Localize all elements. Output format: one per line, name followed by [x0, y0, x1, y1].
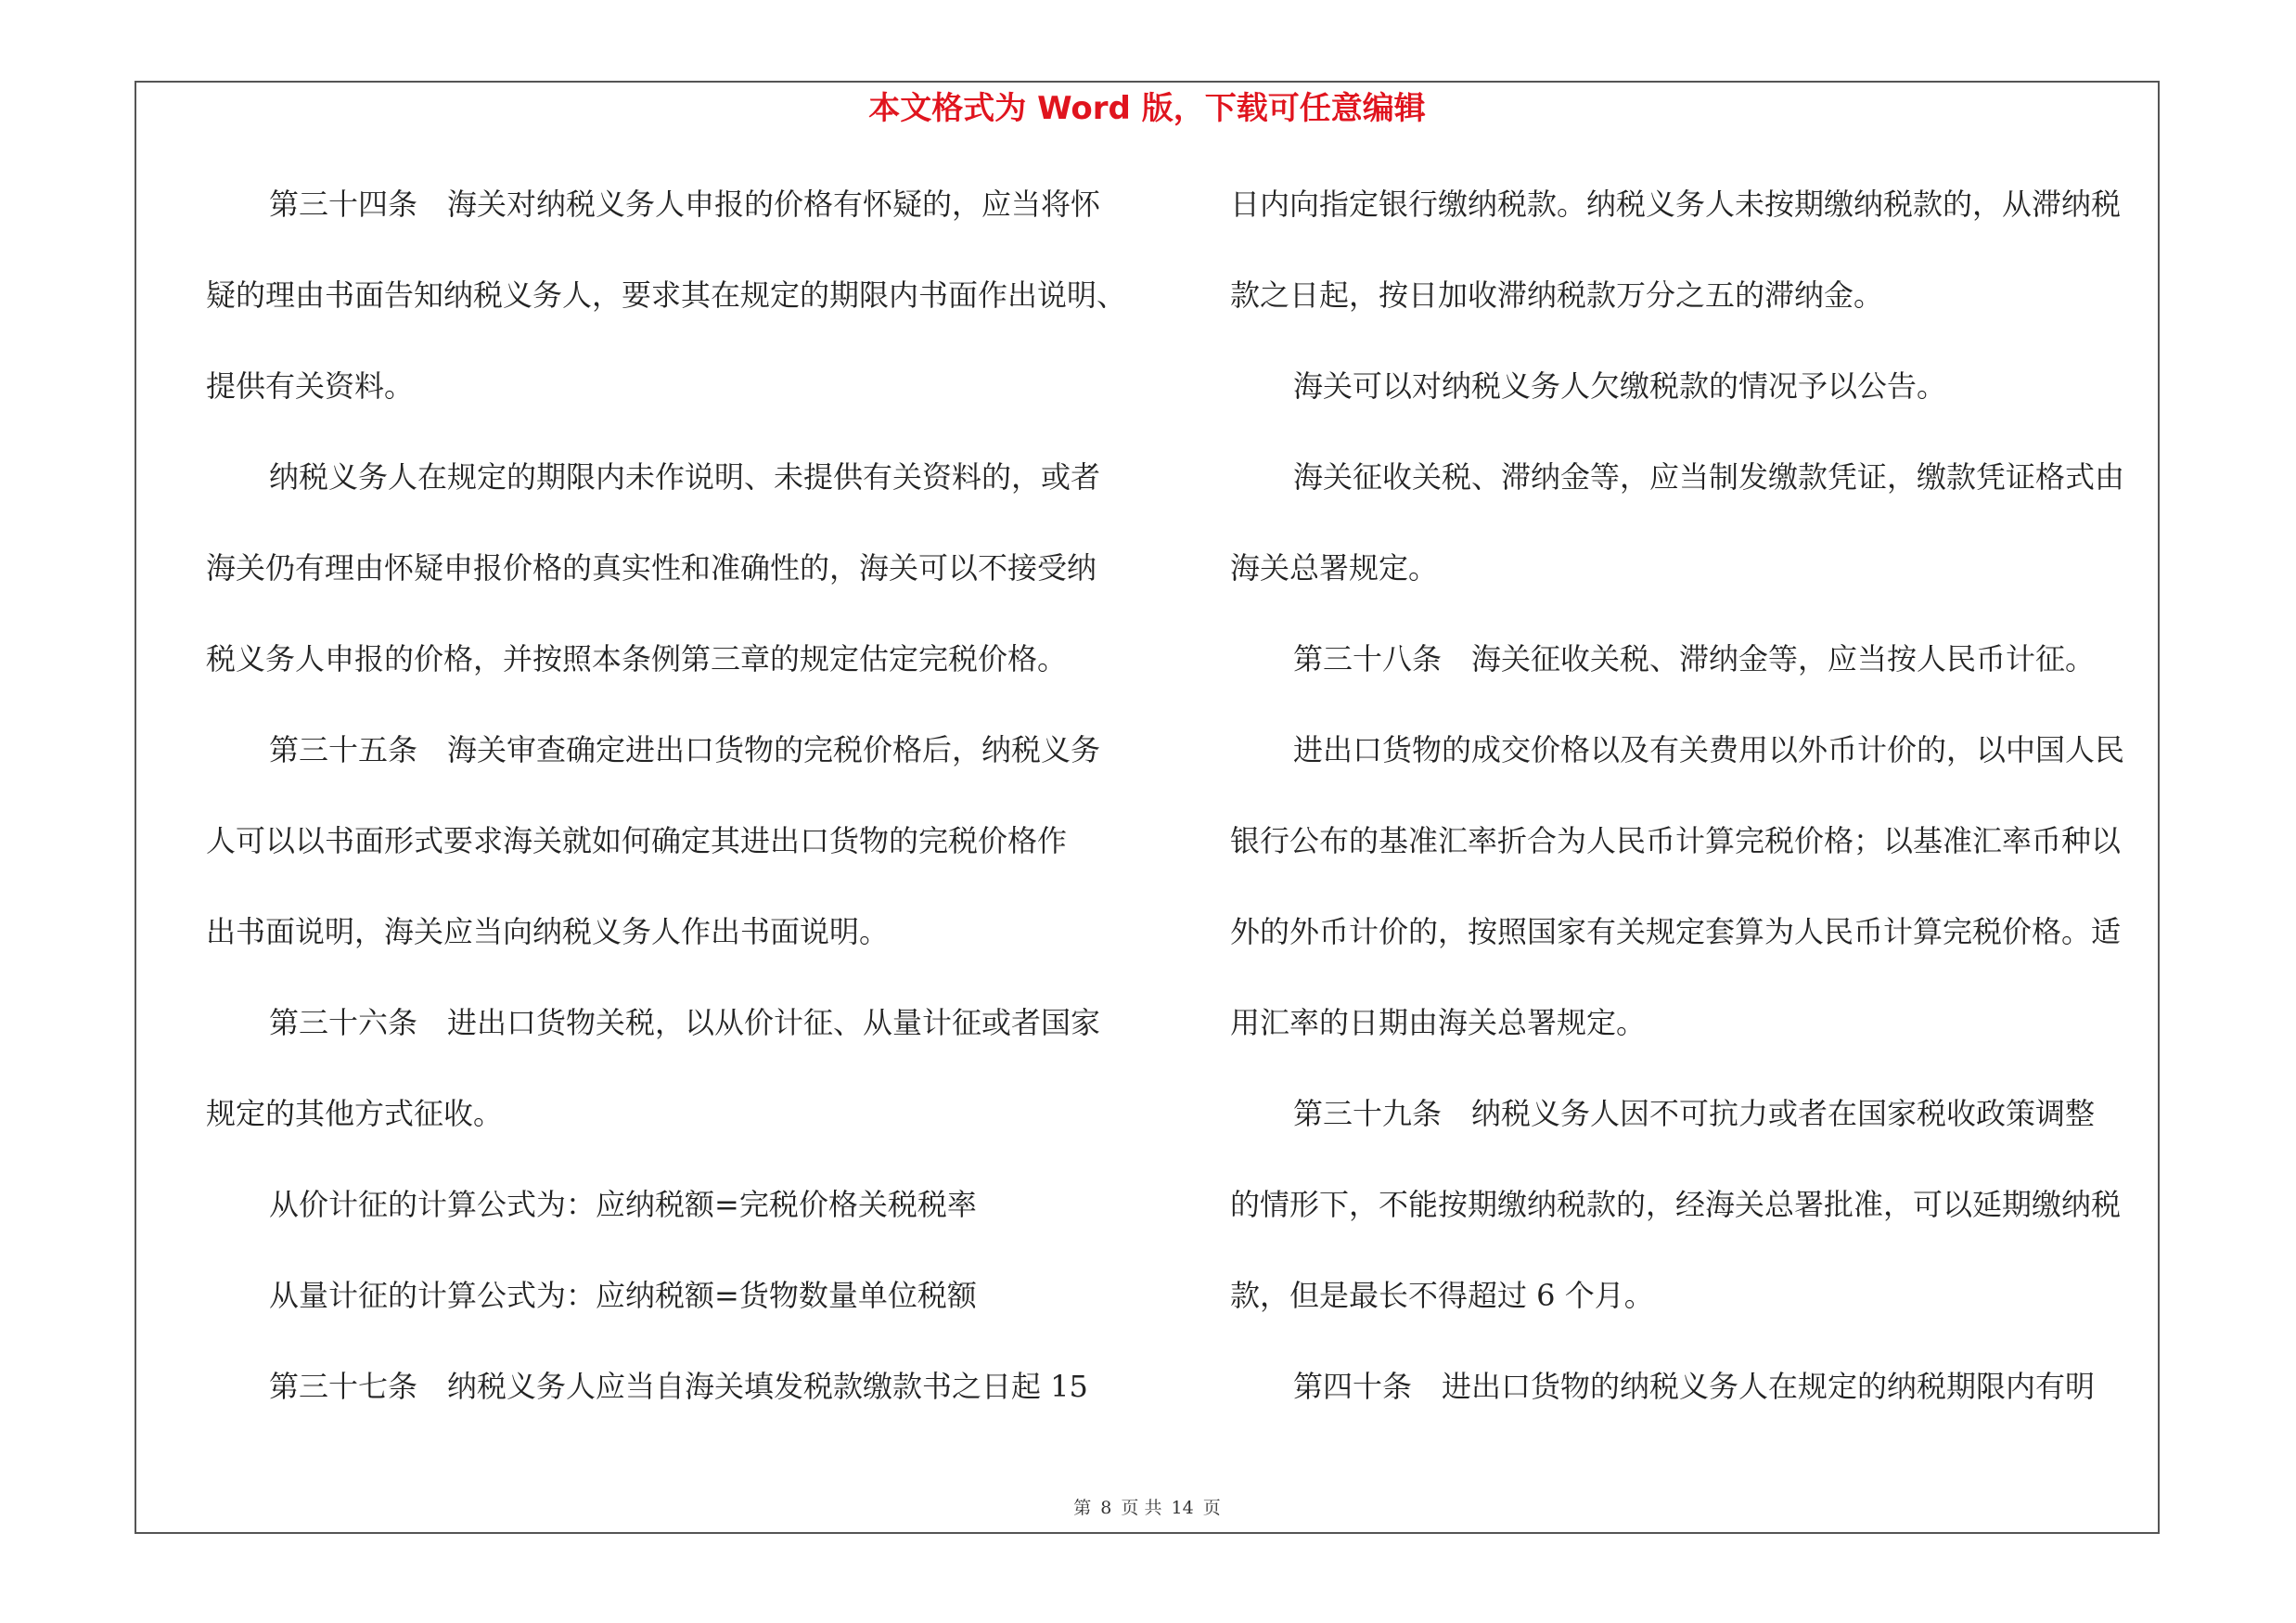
footer-prefix: 第: [1073, 1498, 1092, 1518]
text-line: 第三十六条 进出口货物关税，以从价计征、从量计征或者国家: [269, 1005, 1101, 1040]
current-page-number: 8: [1100, 1498, 1112, 1518]
text-line: 提供有关资料。: [206, 368, 415, 404]
text-line: 的情形下，不能按期缴纳税款的，经海关总署批准，可以延期缴纳税: [1230, 1187, 2122, 1222]
text-line: 纳税义务人在规定的期限内未作说明、未提供有关资料的，或者: [269, 459, 1101, 495]
text-line: 第三十九条 纳税义务人因不可抗力或者在国家税收政策调整: [1293, 1096, 2096, 1131]
text-line: 第三十七条 纳税义务人应当自海关填发税款缴款书之日起 15: [269, 1369, 1088, 1404]
text-line: 银行公布的基准汇率折合为人民币计算完税价格；以基准汇率币种以: [1230, 823, 2122, 858]
text-line: 第三十四条 海关对纳税义务人申报的价格有怀疑的，应当将怀: [269, 187, 1101, 222]
footer-middle: 页 共: [1121, 1498, 1162, 1518]
text-line: 规定的其他方式征收。: [206, 1096, 504, 1131]
right-column: [1230, 182, 2158, 1455]
text-line: 外的外币计价的，按照国家有关规定套算为人民币计算完税价格。适: [1230, 914, 2122, 949]
page-footer: [135, 1496, 2160, 1520]
text-line: 第三十八条 海关征收关税、滞纳金等，应当按人民币计征。: [1293, 641, 2096, 676]
text-line: 海关征收关税、滞纳金等，应当制发缴款凭证，缴款凭证格式由: [1293, 459, 2125, 495]
text-line: 海关仍有理由怀疑申报价格的真实性和准确性的，海关可以不接受纳: [206, 550, 1097, 586]
text-line: 从量计征的计算公式为：应纳税额=货物数量单位税额: [269, 1278, 977, 1313]
text-line: 进出口货物的成交价格以及有关费用以外币计价的，以中国人民: [1293, 732, 2125, 767]
left-column: [206, 182, 1134, 1455]
text-line: 人可以以书面形式要求海关就如何确定其进出口货物的完税价格作: [206, 823, 1068, 858]
text-line: 出书面说明，海关应当向纳税义务人作出书面说明。: [206, 914, 890, 949]
text-line: 从价计征的计算公式为：应纳税额=完税价格关税税率: [269, 1187, 977, 1222]
footer-suffix: 页: [1202, 1498, 1221, 1518]
format-banner: 本文格式为 Word 版，下载可任意编辑: [868, 90, 1426, 127]
text-line: 日内向指定银行缴纳税款。纳税义务人未按期缴纳税款的，从滞纳税: [1230, 187, 2122, 222]
text-line: 第三十五条 海关审查确定进出口货物的完税价格后，纳税义务: [269, 732, 1101, 767]
text-line: 款之日起，按日加收滞纳税款万分之五的滞纳金。: [1230, 277, 1884, 313]
text-line: 疑的理由书面告知纳税义务人，要求其在规定的期限内书面作出说明、: [206, 277, 1127, 313]
text-line: 款，但是最长不得超过 6 个月。: [1230, 1278, 1654, 1313]
text-line: 税义务人申报的价格，并按照本条例第三章的规定估定完税价格。: [206, 641, 1068, 676]
text-line: 海关可以对纳税义务人欠缴税款的情况予以公告。: [1293, 368, 1947, 404]
text-line: 用汇率的日期由海关总署规定。: [1230, 1005, 1647, 1040]
text-line: 第四十条 进出口货物的纳税义务人在规定的纳税期限内有明: [1293, 1369, 2096, 1404]
total-page-count: 14: [1171, 1498, 1194, 1518]
text-line: 海关总署规定。: [1230, 550, 1439, 586]
